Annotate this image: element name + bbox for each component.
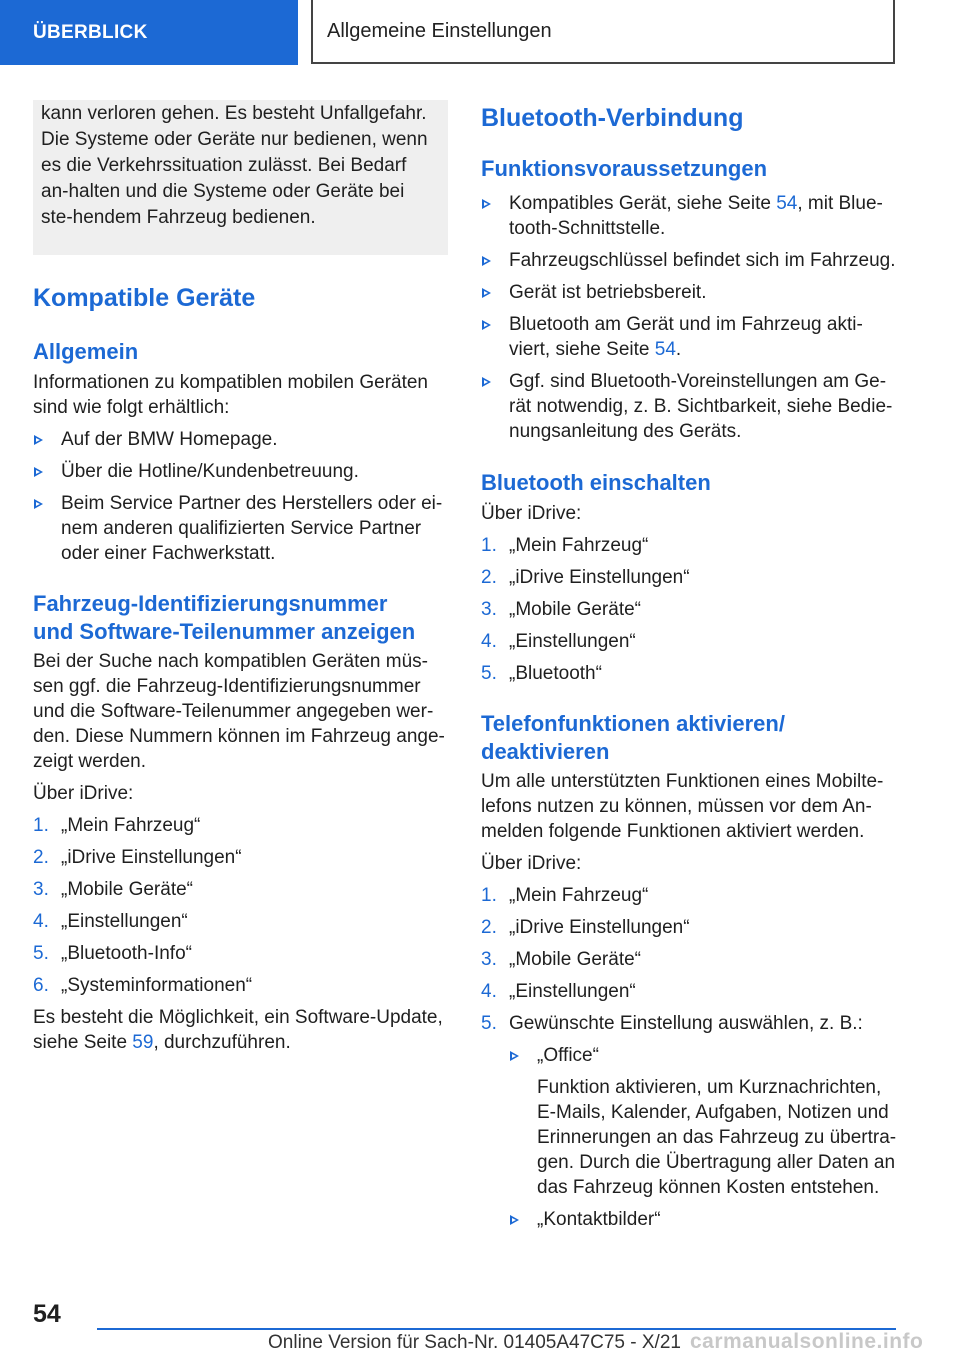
page-number: 54: [33, 1300, 61, 1328]
online-version-note: Online Version für Sach-Nr. 01405A47C75 - X/21: [268, 1332, 681, 1353]
triangle-bullet-icon: [482, 320, 491, 330]
list-item: [481, 248, 901, 273]
header-title-box: [311, 0, 895, 64]
step-number: 1.: [33, 815, 49, 836]
triangle-bullet-icon: [34, 467, 43, 477]
bt-heading: Bluetooth-Verbindung: [481, 104, 744, 132]
page-link-59[interactable]: 59: [132, 1032, 154, 1053]
list-item: [33, 491, 448, 566]
step-number: 1.: [481, 885, 497, 906]
list-item: [481, 312, 901, 362]
step-number: 4.: [481, 631, 497, 652]
triangle-bullet-icon: [510, 1051, 519, 1061]
bt-on-heading: Bluetooth einschalten: [481, 470, 711, 495]
step-text: „Einstellungen“: [509, 981, 636, 1002]
triangle-bullet-icon: [482, 199, 491, 209]
step-text: „Mein Fahrzeug“: [509, 535, 649, 556]
bt-on-via: Über iDrive:: [481, 503, 582, 524]
list-item: [481, 565, 901, 590]
bullet-text: Auf der BMW Homepage.: [61, 429, 278, 450]
step-text: „Mobile Geräte“: [61, 879, 193, 900]
list-item: [33, 877, 448, 902]
triangle-bullet-icon: [482, 256, 491, 266]
list-item: [481, 629, 901, 654]
req-heading: Funktionsvoraussetzungen: [481, 156, 768, 181]
phone-heading: Telefonfunktionen aktivieren/ deaktivieren: [481, 711, 785, 764]
step-text: „iDrive Einstellungen“: [509, 567, 690, 588]
step-number: 2.: [481, 917, 497, 938]
step-text: „iDrive Einstellungen“: [509, 917, 690, 938]
sub-bullet-title: „Office“: [537, 1045, 599, 1066]
vin-step-list: [33, 813, 448, 998]
step-number: 2.: [481, 567, 497, 588]
update-text-pre: Es besteht die Möglichkeit, ein Software-Update, siehe Seite: [33, 1007, 443, 1053]
list-item: [481, 369, 901, 444]
step-number: 6.: [33, 975, 49, 996]
bullet-text: Gerät ist betriebsbereit.: [509, 282, 707, 303]
right-column: [481, 100, 901, 1232]
update-text-post: , durchzuführen.: [153, 1032, 291, 1053]
triangle-bullet-icon: [482, 288, 491, 298]
step-text: „Mobile Geräte“: [509, 599, 641, 620]
list-item: [481, 191, 901, 241]
vin-heading: Fahrzeug-Identifizierungsnummer und Software-Teilenummer anzeigen: [33, 591, 416, 644]
header-title: Allgemeine Einstellungen: [327, 19, 552, 42]
list-item: [481, 1011, 901, 1232]
step-text: „Einstellungen“: [509, 631, 636, 652]
step-number: 3.: [481, 949, 497, 970]
list-item: [33, 973, 448, 998]
bullet-text: Beim Service Partner des Herstellers oder ei-nem anderen qualifizierten Service Partner oder einer Fachwerkstatt.: [61, 493, 443, 564]
step-number: 4.: [33, 911, 49, 932]
general-heading: Allgemein: [33, 339, 139, 364]
step-number: 5.: [33, 943, 49, 964]
step-text: „iDrive Einstellungen“: [61, 847, 242, 868]
step-number: 5.: [481, 663, 497, 684]
vin-text: Bei der Suche nach kompatiblen Geräten müs-sen ggf. die Fahrzeug-Identifizierungsnummer und die Software-Teilenummer angegeben wer-den. Diese Nummern können im Fahrzeug ange-zeigt werden.: [33, 651, 445, 772]
triangle-bullet-icon: [482, 377, 491, 387]
phone-via: Über iDrive:: [481, 853, 582, 874]
bullet-text: Über die Hotline/Kundenbetreuung.: [61, 461, 359, 482]
bullet-text: Bluetooth am Gerät und im Fahrzeug akti-viert, siehe Seite: [509, 314, 863, 360]
list-item: [481, 947, 901, 972]
step-number: 3.: [33, 879, 49, 900]
general-intro: Informationen zu kompatiblen mobilen Geräten sind wie folgt erhältlich:: [33, 372, 429, 418]
warning-box: [33, 100, 448, 255]
sub-bullet-desc: Funktion aktivieren, um Kurznachrichten, E-Mails, Kalender, Aufgaben, Notizen und Erinnerungen an das Fahrzeug zu übertra-gen. Durch die Übertragung aller Daten an das Fahrzeug können Kosten entstehen.: [537, 1077, 897, 1198]
list-item: [33, 427, 448, 452]
req-bullet-list: [481, 191, 901, 444]
list-item: [481, 280, 901, 305]
page-link-54[interactable]: 54: [654, 339, 676, 360]
triangle-bullet-icon: [34, 499, 43, 509]
phone-text: Um alle unterstützten Funktionen eines Mobilte-lefons nutzen zu können, müssen vor dem An-melden folgende Funktionen aktiviert werden.: [481, 771, 884, 842]
step-number: 1.: [481, 535, 497, 556]
step-text: „Mein Fahrzeug“: [61, 815, 201, 836]
list-item: [481, 883, 901, 908]
step-text: „Systeminformationen“: [61, 975, 253, 996]
section-tab: [0, 0, 298, 65]
warning-text: kann verloren gehen. Es besteht Unfallgefahr. Die Systeme oder Geräte nur bedienen, wenn es die Verkehrssituation zulässt. Bei Bedarf an-halten und die Systeme oder Geräte bei ste-hendem Fahrzeug bedienen.: [41, 103, 428, 228]
bullet-text: Ggf. sind Bluetooth-Voreinstellungen am Ge-rät notwendig, z. B. Sichtbarkeit, siehe Bedie-nungsanleitung des Geräts.: [509, 371, 893, 442]
sub-bullet-title: „Kontaktbilder“: [537, 1209, 661, 1230]
watermark: carmanualsonline.info: [690, 1330, 924, 1353]
list-item: [481, 533, 901, 558]
list-item: [33, 459, 448, 484]
triangle-bullet-icon: [34, 435, 43, 445]
list-item: [481, 915, 901, 940]
bullet-text-post: .: [675, 339, 682, 360]
list-item: [33, 845, 448, 870]
step-text: „Bluetooth-Info“: [61, 943, 192, 964]
vin-via: Über iDrive:: [33, 783, 134, 804]
list-item: [481, 661, 901, 686]
step-text: „Einstellungen“: [61, 911, 188, 932]
bullet-text-post: , mit Blue-tooth-Schnittstelle.: [509, 193, 883, 239]
list-item: [481, 979, 901, 1004]
step-number: 2.: [33, 847, 49, 868]
triangle-bullet-icon: [510, 1215, 519, 1225]
bullet-text: Kompatibles Gerät, siehe Seite: [509, 193, 777, 214]
list-item: [481, 597, 901, 622]
list-item: [509, 1043, 901, 1200]
list-item: [33, 941, 448, 966]
step-text: „Mobile Geräte“: [509, 949, 641, 970]
compat-heading: Kompatible Geräte: [33, 284, 256, 312]
left-column: [33, 100, 448, 1055]
page-link-54[interactable]: 54: [776, 193, 798, 214]
step-text: „Bluetooth“: [509, 663, 602, 684]
bt-on-step-list: [481, 533, 901, 686]
bullet-text: Fahrzeugschlüssel befindet sich im Fahrzeug.: [509, 250, 896, 271]
update-text: [33, 1005, 448, 1055]
step-number: 3.: [481, 599, 497, 620]
list-item: [33, 909, 448, 934]
sub-bullet-list: [509, 1043, 901, 1232]
section-tab-label: ÜBERBLICK: [33, 21, 148, 43]
step-text: „Mein Fahrzeug“: [509, 885, 649, 906]
step-text: Gewünschte Einstellung auswählen, z. B.:: [509, 1013, 863, 1034]
general-bullet-list: [33, 427, 448, 566]
list-item: [33, 813, 448, 838]
phone-step-list: [481, 883, 901, 1232]
step-number: 5.: [481, 1013, 497, 1034]
step-number: 4.: [481, 981, 497, 1002]
list-item: [509, 1207, 901, 1232]
